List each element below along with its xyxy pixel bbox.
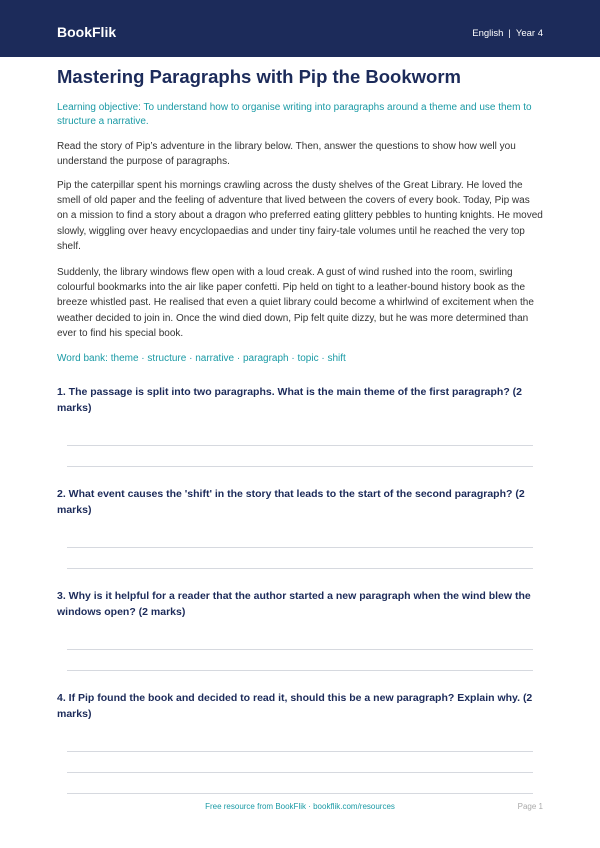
question-2 xyxy=(57,487,543,569)
answer-line[interactable] xyxy=(67,547,533,548)
question-2-text: 2. What event causes the 'shift' in the story that leads to the start of the second paragraph? (2 marks) xyxy=(57,488,525,516)
header-bar xyxy=(0,0,600,57)
story-paragraph-2: Suddenly, the library windows flew open with a loud creak. A gust of wind rushed into the room, swirling colourful bookmarks into the air like paper confetti. Pip held on tight to a leather-bound history book as the breeze whistled past. He realised that even a quiet library could become a whirlwind of excitement when the weather decided to join in. Once the wind died down, Pip felt quite dizzy, but he was more determined than ever to find his special book. xyxy=(57,267,534,339)
worksheet-content xyxy=(57,66,543,794)
answer-line[interactable] xyxy=(67,466,533,467)
answer-line[interactable] xyxy=(67,568,533,569)
page-title: Mastering Paragraphs with Pip the Bookworm xyxy=(57,66,461,87)
header-separator: | xyxy=(508,28,511,39)
story-passage xyxy=(57,178,543,341)
answer-line[interactable] xyxy=(67,793,533,794)
question-1-text: 1. The passage is split into two paragraphs. What is the main theme of the first paragraph? (2 marks) xyxy=(57,386,522,414)
answer-line[interactable] xyxy=(67,772,533,773)
footer-resource-link[interactable]: Free resource from BookFlik · bookflik.com/resources xyxy=(205,802,395,811)
instructions: Read the story of Pip’s adventure in the library below. Then, answer the questions to show how well you understand the purpose of paragraphs. xyxy=(57,141,516,167)
question-4-text: 4. If Pip found the book and decided to read it, should this be a new paragraph? Explain why. (2 marks) xyxy=(57,692,533,720)
learning-objective: Learning objective: To understand how to organise writing into paragraphs around a theme and use them to structure a narrative. xyxy=(57,102,532,127)
answer-line[interactable] xyxy=(67,445,533,446)
page-footer xyxy=(0,802,600,816)
question-1 xyxy=(57,385,543,467)
brand-logo-text[interactable]: BookFlik xyxy=(57,24,117,40)
question-4 xyxy=(57,691,543,794)
subject-year-label xyxy=(472,28,543,39)
answer-line[interactable] xyxy=(67,649,533,650)
story-paragraph-1: Pip the caterpillar spent his mornings crawling across the dusty shelves of the Great Library. He loved the smell of old paper and the feeling of adventure that lived between the covers of every book. Today, Pip was on a mission to find a story about a dragon who preferred eating glittery pebbles to hunting knights. He moved slowly, wiggling over heavy encyclopaedias and under tiny fairy-tale volumes until he reached the very top shelf. xyxy=(57,180,543,252)
subject-label: English xyxy=(472,28,504,39)
answer-line[interactable] xyxy=(67,670,533,671)
page-number: Page 1 xyxy=(517,802,543,811)
year-label: Year 4 xyxy=(515,28,543,39)
word-bank: Word bank: theme · structure · narrative · paragraph · topic · shift xyxy=(57,353,346,365)
question-3-text: 3. Why is it helpful for a reader that the author started a new paragraph when the wind blew the windows open? (2 marks) xyxy=(57,590,531,618)
answer-line[interactable] xyxy=(67,751,533,752)
question-3 xyxy=(57,589,543,671)
